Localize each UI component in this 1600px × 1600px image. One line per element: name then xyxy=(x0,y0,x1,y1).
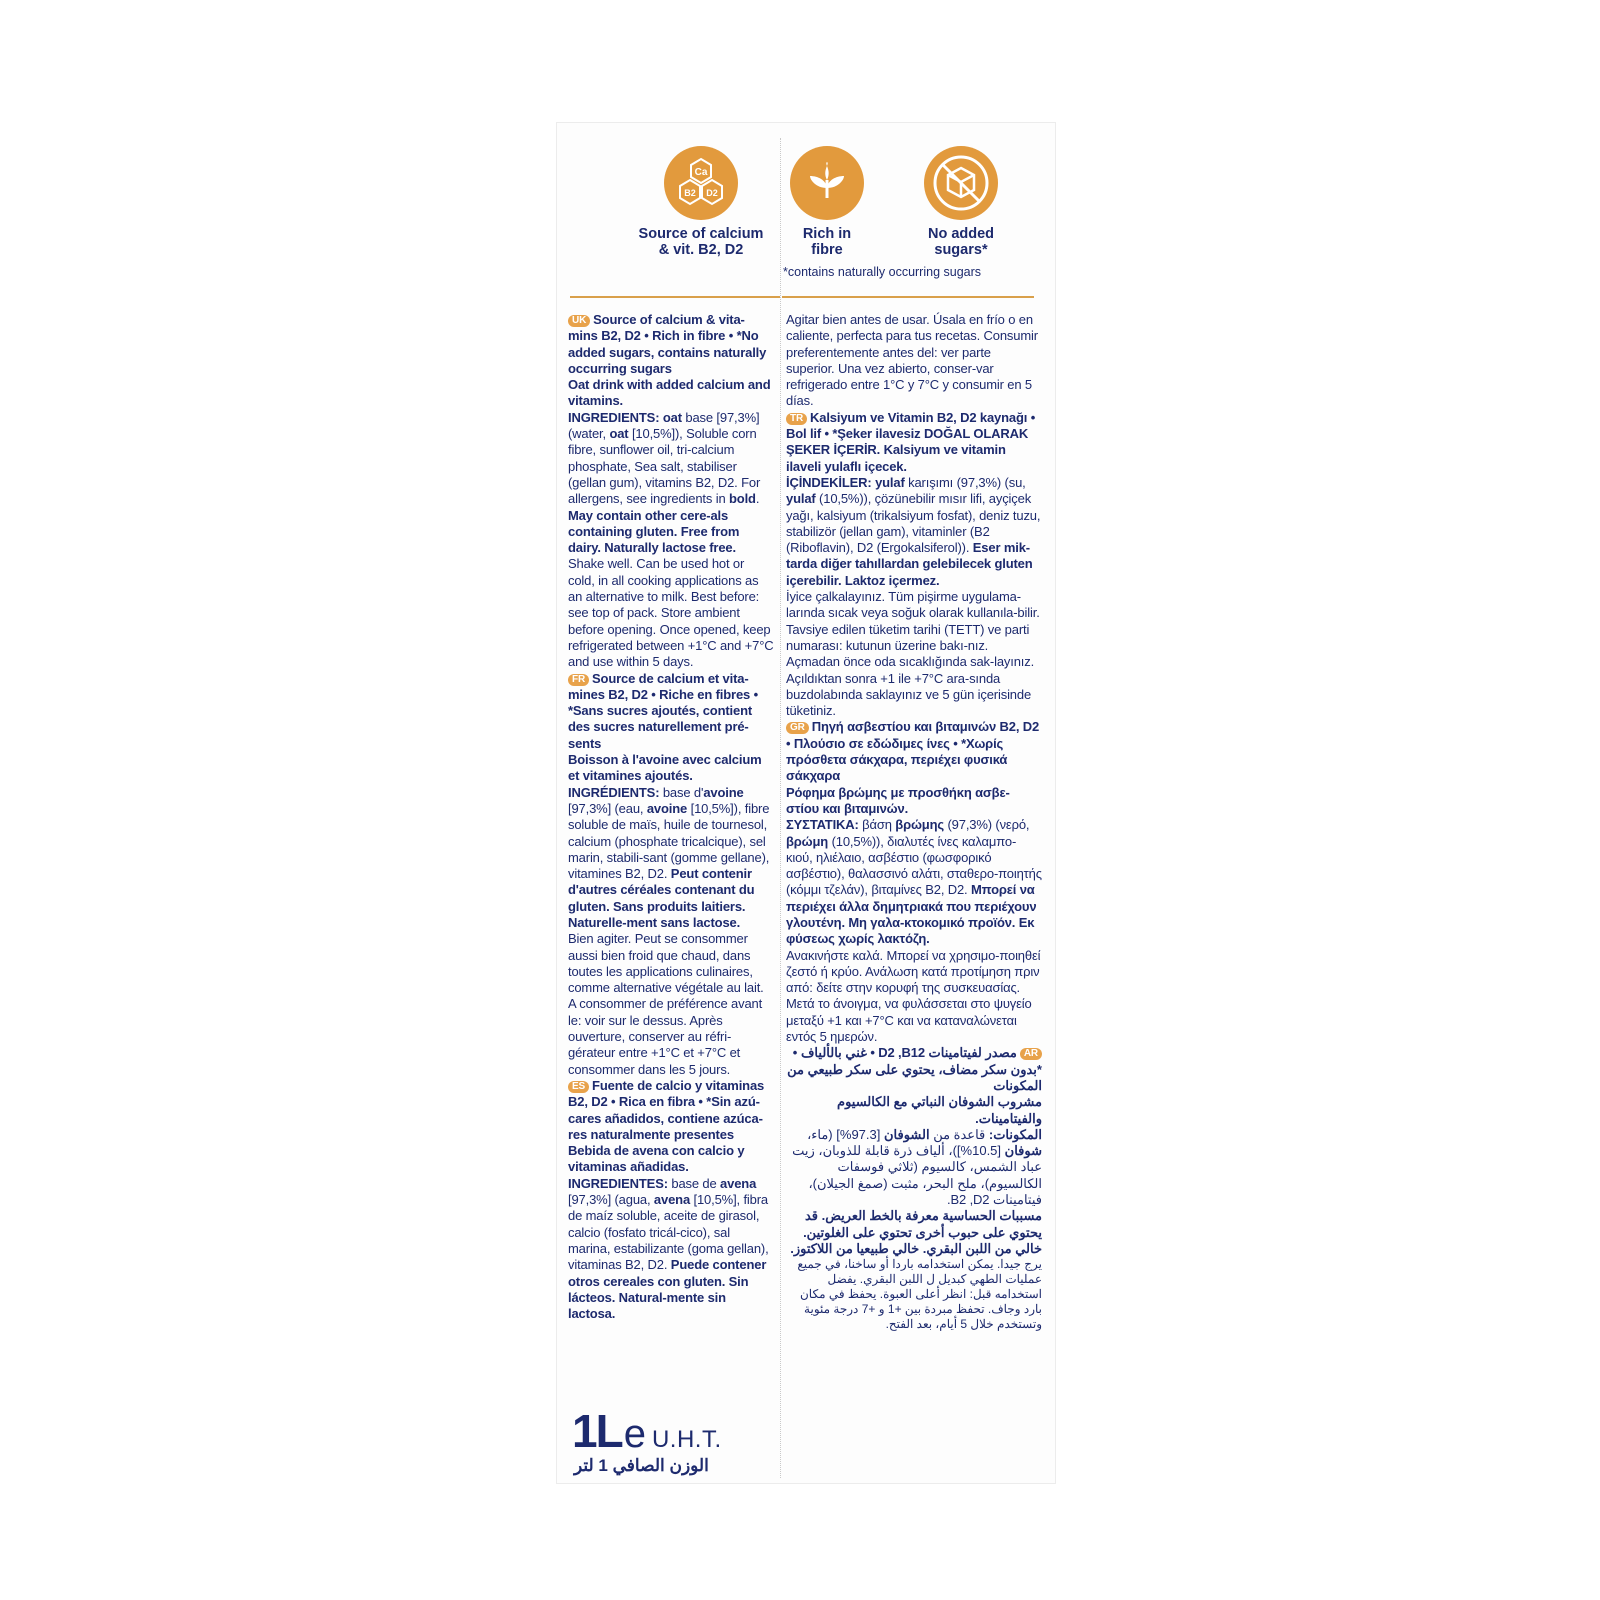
calcium-vitamin-icon xyxy=(664,146,738,220)
fr-ing-label: INGRÉDIENTS: xyxy=(568,784,660,800)
uht-label: U.H.T. xyxy=(651,1426,722,1453)
tr-ing-label: İÇİNDEKİLER: xyxy=(786,474,872,490)
gr-ing-oat2: βρώμη xyxy=(786,833,829,849)
es-usage: Agitar bien antes de usar. Úsala en frío o en caliente, perfecta para tus recetas. Consumir preferentemente antes del: ver parte superior. Una vez abierto, conser-var refrigerado entre 1°C y 7°C y consumir en 5 días. xyxy=(786,312,1038,409)
tr-ing-yulaf2: yulaf xyxy=(786,491,816,507)
ar-description: مشروب الشوفان النباتي مع الكالسيوم والفيتامينات. xyxy=(837,1094,1042,1126)
uk-description: Oat drink with added calcium and vitamins. xyxy=(568,377,771,409)
ar-ingredients xyxy=(786,1127,1042,1208)
sugar-label-line2: sugars* xyxy=(934,242,988,258)
no-sugar-cube-icon xyxy=(924,146,998,220)
ar-usage: يرج جيدا. يمكن استخدامه باردا أو ساخنا، في جميع عمليات الطهي كبديل ل اللبن البقري. يفضل استخدامه قبل: انظر أعلى العبوة. يحفظ في مكان بارد وجاف. تحفظ مبردة بين +1 و +7 درجة مئوية وتستخدم خلال 5 أيام، بعد الفتح. xyxy=(797,1257,1042,1332)
gr-tag: GR xyxy=(786,722,809,734)
separator-left xyxy=(570,296,780,298)
ar-section xyxy=(786,1045,1042,1332)
gr-block xyxy=(786,719,1042,784)
leaf-sprout-icon xyxy=(790,146,864,220)
uk-ing-text2: [10,5%]), Soluble corn fibre, sunflower oil, tri-calcium phosphate, Sea salt, stabiliser (gellan gum), vitamins B2, D2. For allergens, see ingredients in xyxy=(568,426,761,507)
tr-allergen: Eser mik-tarda diğer tahıllardan gelebilecek gluten içerebilir. Laktoz içermez. xyxy=(786,540,1033,588)
fibre-label xyxy=(772,226,882,258)
tr-usage: İyice çalkalayınız. Tüm pişirme uygulama-larında sıcak veya soğuk olarak kullanıla-bilir. Tavsiye edilen tüketim tarihi (TETT) ve parti numarası: kutunun üzerine bakı-nız. Açmadan önce oda sıcaklığında sak-layınız. Açıldıktan sonra +1 ile +7°C ara-sında buzdolabında saklayınız ve 5 gün içerisinde tüketiniz. xyxy=(786,589,1040,719)
uk-tag: UK xyxy=(568,315,590,327)
es-ing-text1: base de xyxy=(667,1175,721,1191)
fr-ing-avoine2: avoine xyxy=(646,800,688,816)
volume-amount: 1L xyxy=(572,1405,622,1457)
fr-ing-text3: [10,5%]), fibre soluble de maïs, huile de tournesol, calcium (phosphate tricalcique), sel marin, stabili-sant (gomme gellane), vitamines B2, D2. xyxy=(568,800,770,882)
tr-block xyxy=(786,410,1042,475)
uk-ing-oat: oat xyxy=(662,409,682,425)
ar-ing-oat2: شوفان xyxy=(1004,1143,1042,1159)
es-allergen: Puede contener otros cereales con gluten. Sin lácteos. Natural-mente sin lactosa. xyxy=(568,1257,767,1322)
gr-claims: Πηγή ασβεστίου και βιταμινών B2, D2 • Πλούσιο σε εδώδιμες ίνες • *Χωρίς πρόσθετα σάκχαρα, περιέχει φυσικά σάκχαρα xyxy=(786,719,1040,784)
left-text-column xyxy=(568,312,774,1322)
gr-description: Ρόφημα βρώμης με προσθήκη ασβε-στίου και βιταμινών. xyxy=(786,784,1010,816)
gr-usage: Ανακινήστε καλά. Μπορεί να χρησιμο-ποιηθεί ζεστό ή κρύο. Ανάλωση κατά προτίμηση πριν από: δείτε στην κορυφή της συσκευασίας. Μετά το άνοιγμα, να φυλάσσεται στο ψυγείο μεταξύ +1 και +7°C και να καταναλώνεται εντός 5 ημερών. xyxy=(786,947,1041,1045)
es-ingredients xyxy=(568,1176,774,1323)
ar-ing-oat: الشوفان xyxy=(883,1126,930,1142)
es-ing-avena2: avena xyxy=(653,1192,691,1208)
ar-tag: AR xyxy=(1020,1048,1042,1060)
es-block xyxy=(568,1078,774,1143)
calcium-label xyxy=(616,226,786,258)
es-ing-label: INGREDIENTES: xyxy=(568,1175,668,1191)
svg-text:Ca: Ca xyxy=(694,167,708,178)
right-text-column xyxy=(786,312,1042,1332)
fr-description: Boisson à l'avoine avec calcium et vitamines ajoutés. xyxy=(568,752,762,784)
ar-claims: مصدر لفيتامينات D2 ,B12 • غني بالألياف • *بدون سكر مضاف، يحتوي على سكر طبيعي من المكونات xyxy=(787,1045,1042,1093)
ar-ing-text3: [10.5%])، ألياف ذرة قابلة للذوبان، زيت عباد الشمس، كالسيوم (ثلاثي فوسفات الكالسيوم)، ملح البحر، مثبت (صمغ الجيلان)، فيتامينات B2 ,D2. xyxy=(792,1143,1042,1208)
fr-ing-text1: base d' xyxy=(659,784,704,800)
tr-ing-yulaf: yulaf xyxy=(875,474,905,490)
gr-allergen: Μπορεί να περιέχει άλλα δημητριακά που περιέχουν γλουτένη. Μη γαλα-κτοκομικό προϊόν. Εκ φύσεως χωρίς λακτόζη. xyxy=(786,882,1037,947)
sugar-label-line1: No added xyxy=(927,226,995,242)
tr-claims: Kalsiyum ve Vitamin B2, D2 kaynağı • Bol lif • *Şeker ilavesiz DOĞAL OLARAK ŞEKER İÇERİR. Kalsiyum ve vitamin ilaveli yulaflı içecek. xyxy=(786,409,1036,474)
gr-ing-label: ΣΥΣΤΑΤΙΚΑ: xyxy=(786,817,859,833)
ar-allergen: مسببات الحساسية معرفة بالخط العريض. قد يحتوي على حبوب أخرى تحتوي على الغلوتين. خالي من اللبن البقري. خالي طبيعيا من اللاكتوز. xyxy=(790,1208,1042,1256)
uk-ing-oat2: oat xyxy=(609,426,629,442)
fibre-label-line2: fibre xyxy=(811,242,843,258)
svg-text:B2: B2 xyxy=(684,188,696,198)
es-ing-avena: avena xyxy=(720,1175,757,1191)
uk-allergen: May contain other cere-als containing gluten. Free from dairy. Naturally lactose free. xyxy=(568,507,740,556)
uk-ing-text3: . xyxy=(755,491,760,507)
sugar-label xyxy=(896,226,1026,258)
fr-allergen: Peut contenir d'autres céréales contenant du gluten. Sans produits laitiers. Naturelle-ment sans lactose. xyxy=(568,866,755,930)
separator-right xyxy=(782,296,1034,298)
fr-ingredients xyxy=(568,785,774,932)
net-weight-arabic: الوزن الصافي 1 لتر xyxy=(574,1456,709,1475)
es-ing-text2: [97,3%] (agua, xyxy=(568,1192,654,1208)
gr-ing-text1: βάση xyxy=(858,817,896,833)
uk-ingredients xyxy=(568,410,774,557)
sugar-footnote: *contains naturally occurring sugars xyxy=(783,265,982,279)
gr-ing-text2: (97,3%) (νερό, xyxy=(944,817,1030,833)
tr-tag: TR xyxy=(786,413,807,425)
volume-mark xyxy=(572,1404,722,1458)
ar-block xyxy=(786,1045,1042,1094)
es-tag: ES xyxy=(568,1081,589,1093)
fr-usage: Bien agiter. Peut se consommer aussi bien froid que chaud, dans toutes les applications culinaires, comme alternative végétale au lait. A consommer de préférence avant le: voir sur le dessus. Après ouverture, conserver au réfri-gérateur entre +1°C et +7°C et consommer dans les 5 jours. xyxy=(568,931,764,1077)
tr-ing-text1: karışımı (97,3%) (su, xyxy=(904,474,1026,490)
fibre-label-line1: Rich in xyxy=(802,226,852,242)
fr-tag: FR xyxy=(568,674,589,686)
fr-block xyxy=(568,671,774,752)
ar-ing-text1: قاعدة من xyxy=(929,1126,989,1142)
ar-ing-text2: [97.3%] (ماء، xyxy=(807,1126,884,1142)
gr-ingredients xyxy=(786,817,1042,947)
uk-claims: Source of calcium & vita-mins B2, D2 • Rich in fibre • *No added sugars, contains naturally occurring sugars xyxy=(568,312,767,376)
pack-side-panel xyxy=(556,122,1056,1484)
fr-claims: Source de calcium et vita-mines B2, D2 • Riche en fibres • *Sans sucres ajoutés, contient des sucres naturellement pré-sents xyxy=(568,670,758,751)
column-divider xyxy=(780,138,781,1478)
es-claims: Fuente de calcio y vitaminas B2, D2 • Rica en fibra • *Sin azú-cares añadidos, contiene azúca-res naturalmente presentes xyxy=(568,1077,765,1142)
uk-ing-text1: base [97,3%] (water, xyxy=(568,409,760,442)
fr-ing-avoine: avoine xyxy=(703,784,744,800)
uk-block xyxy=(568,312,774,377)
uk-usage: Shake well. Can be used hot or cold, in all cooking applications as an alternative to milk. Best before: see top of pack. Store ambient before opening. Once opened, keep refrigerated between +1°C and +7°C and use within 5 days. xyxy=(568,556,774,670)
uk-ing-label: INGREDIENTS: xyxy=(568,409,660,425)
gr-ing-text3: (10,5%)), διαλυτές ίνες καλαμπο-κιού, ηλιέλαιο, ασβέστιο (φωσφορικό ασβέστιο), θαλασσινό αλάτι, σταθερο-ποιητής (κόμμι τζελάν), βιταμίνες B2, D2. xyxy=(786,833,1042,898)
svg-text:D2: D2 xyxy=(706,188,718,198)
ar-ing-label: المكونات: xyxy=(988,1126,1042,1142)
tr-ingredients xyxy=(786,475,1042,589)
calcium-label-line1: Source of calcium xyxy=(638,226,764,242)
es-description: Bebida de avena con calcio y vitaminas añadidas. xyxy=(568,1143,745,1175)
e-mark-icon: e xyxy=(623,1412,646,1456)
fr-ing-text2: [97,3%] (eau, xyxy=(568,800,647,816)
es-ing-text3: [10,5%], fibra de maíz soluble, aceite de girasol, calcio (fosfato tricál-cico), sal marina, estabilizante (goma gellan), vitaminas B2, D2. xyxy=(568,1192,769,1273)
gr-ing-oat: βρώμης xyxy=(895,817,945,833)
calcium-label-line2: & vit. B2, D2 xyxy=(658,242,744,258)
uk-ing-bold: bold xyxy=(729,491,756,507)
tr-ing-text2: (10,5%)), çözünebilir mısır lifi, ayçiçek yağı, kalsiyum (trikalsiyum fosfat), deniz tuzu, stabilizör (jellan gam), vitaminler (B2 (Riboflavin), D2 (Ergokalsiferol)). xyxy=(786,491,1041,556)
